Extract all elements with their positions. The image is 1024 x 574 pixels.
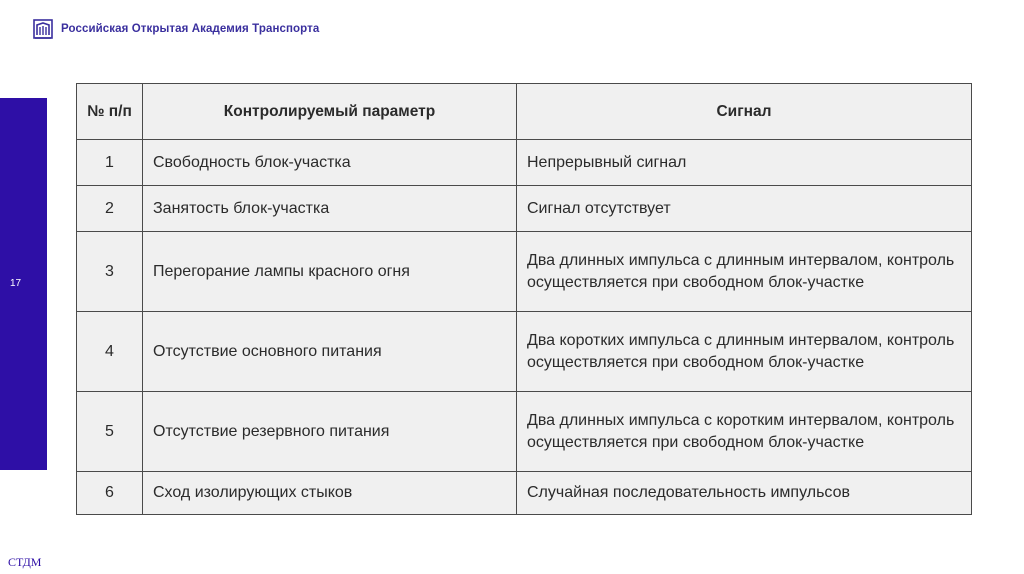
table-row [77, 140, 972, 186]
table-row [77, 392, 972, 472]
row-signal: Два длинных импульса с коротким интервалом, контроль осуществляется при свободном блок-участке [517, 392, 972, 472]
header-signal: Сигнал [517, 84, 972, 140]
row-signal: Непрерывный сигнал [517, 140, 972, 186]
row-num: 3 [77, 232, 143, 312]
row-param: Свободность блок-участка [143, 140, 517, 186]
table-row [77, 472, 972, 515]
header-param: Контролируемый параметр [143, 84, 517, 140]
header-num [77, 84, 143, 140]
row-param: Отсутствие резервного питания [143, 392, 517, 472]
table-header-row [77, 84, 972, 140]
row-signal: Два коротких импульса с длинным интервалом, контроль осуществляется при свободном блок-участке [517, 312, 972, 392]
academy-logo-icon [33, 18, 53, 40]
org-name: Российская Открытая Академия Транспорта [61, 23, 320, 35]
row-param: Перегорание лампы красного огня [143, 232, 517, 312]
row-num: 2 [77, 186, 143, 232]
table-row [77, 232, 972, 312]
row-num: 6 [77, 472, 143, 515]
parameters-table [76, 83, 972, 515]
row-param: Сход изолирующих стыков [143, 472, 517, 515]
row-num: 4 [77, 312, 143, 392]
row-num: 5 [77, 392, 143, 472]
row-num: 1 [77, 140, 143, 186]
table-row [77, 186, 972, 232]
footer-label: СТДМ [8, 555, 42, 569]
row-signal: Сигнал отсутствует [517, 186, 972, 232]
side-accent-bar [0, 98, 47, 470]
row-param: Занятость блок-участка [143, 186, 517, 232]
row-signal: Случайная последовательность импульсов [517, 472, 972, 515]
row-signal: Два длинных импульса с длинным интервалом, контроль осуществляется при свободном блок-участке [517, 232, 972, 312]
page-number: 17 [10, 278, 22, 289]
header [33, 18, 319, 40]
header-num-text: № п/п [87, 103, 132, 120]
table-row [77, 312, 972, 392]
row-param: Отсутствие основного питания [143, 312, 517, 392]
